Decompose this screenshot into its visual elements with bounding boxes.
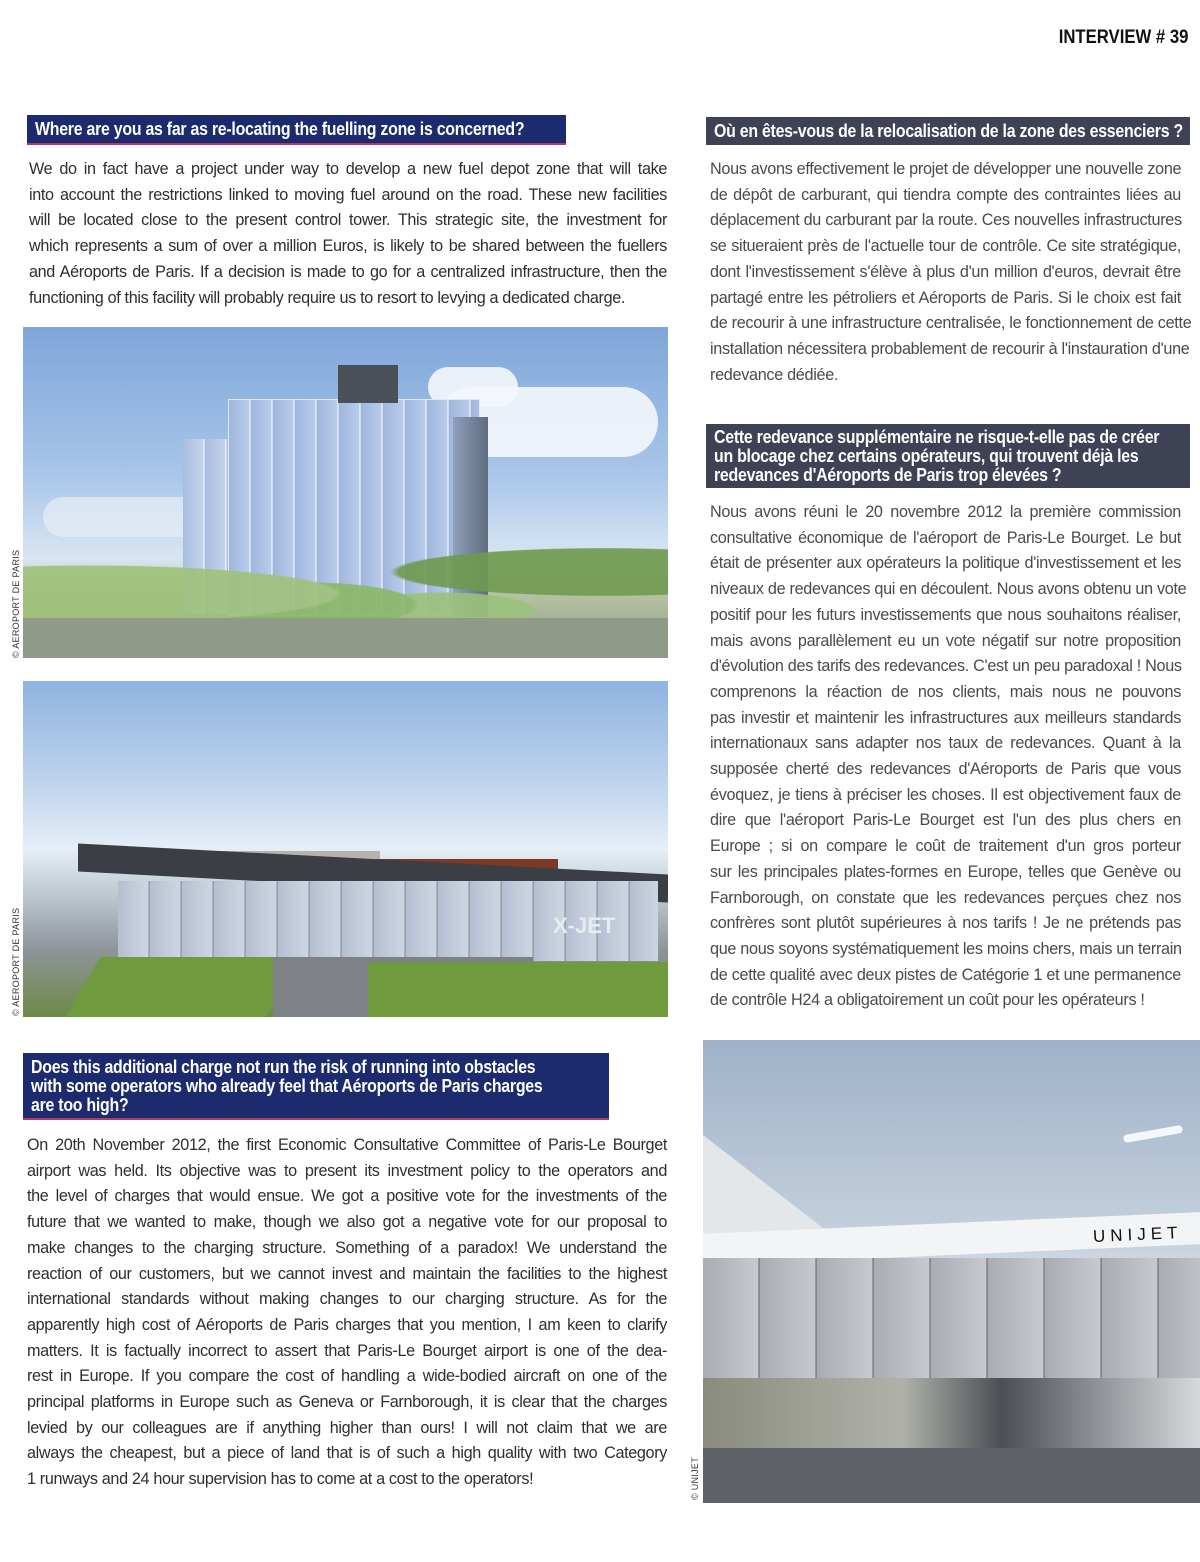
text-line: matters. It is factually incorrect to assert that Paris-Le Bourget airport is one of the dea- [27, 1341, 667, 1360]
text-line: Nous avons effectivement le projet de développer une nouvelle zone [710, 160, 1182, 178]
text-line: make changes to the charging structure. Something of a paradox! We understand the [27, 1238, 667, 1257]
text-line: niveaux de redevances qui en découlent. Nous avons obtenu un vote [710, 580, 1187, 599]
text-line: principal platforms in Europe such as Geneva or Farnborough, it is clear that the charges [27, 1393, 667, 1412]
photo-credit: © UNIJET [690, 1456, 700, 1500]
text-line: mais avons parallèlement eu un vote négatif sur notre proposition [710, 631, 1181, 650]
text-line: dont l'investissement s'élève à plus d'un million d'euros, devrait être [710, 262, 1181, 281]
text-line: comprenons la réaction de nos clients, mais nous ne pouvons [710, 682, 1181, 701]
text-line: positif pour les futurs investissements que nous souhaitons réaliser, [710, 605, 1181, 624]
text-line: reaction of our customers, but we cannot invest and maintain the facilities to the highest [27, 1264, 667, 1283]
question-line: with some operators who already feel that Aéroports de Paris charges [31, 1075, 543, 1096]
question-line: Does this additional charge not run the risk of running into obstacles [31, 1056, 536, 1077]
text-line: On 20th November 2012, the first Economic Consultative Committee of Paris-Le Bourget [27, 1136, 667, 1154]
question-heading-fr-2 [706, 424, 1190, 488]
text-line: évoquez, je tiens à préciser les choses. Il est objectivement faux de [710, 785, 1181, 804]
text-line: will be located close to the present control tower. This strategic site, the investment for [29, 211, 667, 230]
answer-text-fr-2 [710, 500, 1187, 1014]
photo-control-tower-building [23, 327, 668, 658]
text-line: de recourir à une infrastructure centralisée, le fonctionnement de cette [710, 314, 1192, 333]
text-line: supposée cherté des redevances d'Aéroports de Paris que vous [710, 760, 1181, 779]
text-line: confrères sont plutôt supérieures à nos tarifs ! Je ne prétends pas [710, 914, 1181, 933]
text-line: into account the restrictions linked to moving fuel around on the road. These new facilities [29, 185, 667, 204]
answer-text-fr-1 [710, 157, 1192, 388]
question-line: redevances d'Aéroports de Paris trop élevées ? [714, 464, 1062, 485]
text-line: rest in Europe. If you compare the cost of handling a wide-bodied aircraft on one of the [27, 1367, 667, 1386]
question-heading-en-1 [27, 115, 566, 145]
photo-credit: © AEROPORT DE PARIS [11, 549, 21, 658]
photo-unijet-terminal [703, 1040, 1200, 1503]
text-line: which represents a sum of over a million Euros, is likely to be shared between the fuellers [29, 237, 667, 256]
text-line: consultative économique de l'aéroport de Paris-Le Bourget. Le but [710, 528, 1181, 547]
text-line: se situeraient près de l'actuelle tour de contrôle. Ce site stratégique, [710, 237, 1181, 256]
text-line: que nous soyons systématiquement les moins chers, mais un terrain [710, 939, 1182, 958]
text-line: always the cheapest, but a piece of land that is of such a high quality with two Category [27, 1444, 667, 1463]
unijet-sign: UNIJET [1092, 1223, 1183, 1246]
question-line: un blocage chez certains opérateurs, qui trouvent déjà les [714, 445, 1139, 466]
text-line: the level of charges that would ensue. We got a positive vote for the investments of the [27, 1187, 667, 1206]
text-line: de dépôt de carburant, qui tiendra compte des contraintes liées au [710, 185, 1181, 204]
text-line: international standards without making changes to our charging structure. As for the [27, 1290, 667, 1309]
page-section-header: INTERVIEW # 39 [1058, 27, 1188, 48]
text-line: pas investir et maintenir les infrastructures aux meilleurs standards [710, 708, 1181, 727]
text-line: de cette qualité avec deux pistes de Catégorie 1 et une permanence [710, 965, 1181, 984]
text-line: internationaux sans adapter nos taux de redevances. Quant à la [710, 734, 1181, 753]
question-text: Where are you as far as re-locating the fuelling zone is concerned? [35, 118, 525, 139]
photo-credit: © AEROPORT DE PARIS [11, 907, 21, 1016]
text-line: déplacement du carburant par la route. Ces nouvelles infrastructures [710, 211, 1182, 230]
photo-xjet-terminal [23, 681, 668, 1017]
text-line: sur les principales plates-formes en Europe, telles que Genève ou [710, 862, 1181, 881]
text-line: dire que l'aéroport Paris-Le Bourget est l'un des plus chers en [710, 811, 1181, 830]
text-line: We do in fact have a project under way to develop a new fuel depot zone that will take [29, 160, 667, 178]
xjet-sign: X-JET [553, 913, 616, 938]
text-line: redevance dédiée. [710, 365, 839, 384]
text-line: Europe ; si on compare le coût de traitement d'un gros porteur [710, 837, 1181, 856]
question-heading-fr-1 [706, 117, 1190, 145]
question-line: are too high? [31, 1094, 129, 1115]
text-line: 1 runways and 24 hour supervision has to come at a cost to the operators! [27, 1470, 534, 1489]
answer-text-en-2 [27, 1133, 667, 1493]
text-line: future that we wanted to make, though we also got a negative vote for our proposal to [27, 1213, 667, 1232]
text-line: de contrôle H24 a obligatoirement un coût pour les opérateurs ! [710, 991, 1145, 1010]
text-line: installation nécessitera probablement de recourir à l'instauration d'une [710, 339, 1190, 358]
question-text: Où en êtes-vous de la relocalisation de la zone des essenciers ? [714, 120, 1183, 141]
text-line: levied by our colleagues are if anything higher than ours! I will not claim that we are [27, 1418, 667, 1437]
text-line: Farnborough, on constate que les redevances perçues chez nos [710, 888, 1181, 907]
text-line: airport was held. Its objective was to present its investment policy to the operators and [27, 1161, 667, 1180]
airplane-graphic [1123, 1125, 1183, 1143]
text-line: partagé entre les pétroliers et Aéroports de Paris. Si le choix est fait [710, 288, 1181, 307]
question-heading-en-2 [23, 1053, 609, 1120]
text-line: functioning of this facility will probably require us to resort to levying a dedicated charge. [29, 288, 626, 307]
text-line: Nous avons réuni le 20 novembre 2012 la première commission [710, 503, 1181, 521]
text-line: d'évolution des tarifs des redevances. C'est un peu paradoxal ! Nous [710, 657, 1182, 676]
answer-text-en-1 [29, 157, 667, 311]
text-line: and Aéroports de Paris. If a decision is made to go for a centralized infrastructure, then the [29, 262, 667, 281]
text-line: était de présenter aux opérateurs la politique d'investissement et les [710, 554, 1181, 573]
text-line: apparently high cost of Aéroports de Paris charges that you mention, I am keen to clarify [27, 1315, 667, 1334]
question-line: Cette redevance supplémentaire ne risque-t-elle pas de créer [714, 426, 1160, 447]
